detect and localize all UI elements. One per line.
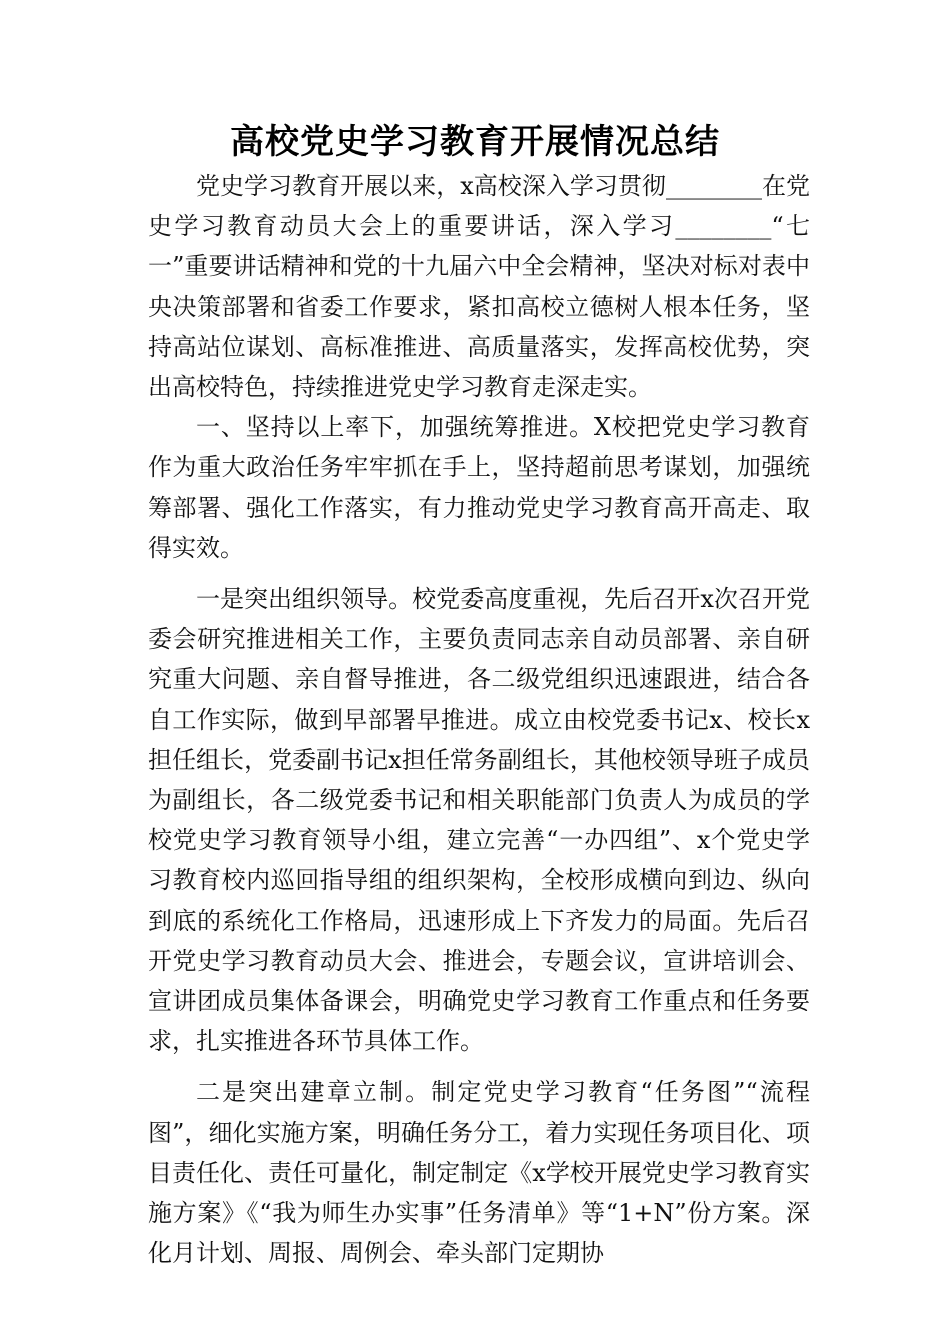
paragraph-rules-system: 二是突出建章立制。制定党史学习教育“任务图”“流程图”，细化实施方案，明确任务分工，着力实现任务项目化、项目责任化、责任可量化，制定制定《x学校开展党史学习教育实施方案》《“我为师生办实事”任务清单》等“1+N”份方案。深化月计划、周报、周例会、牵头部门定期协: [148, 1078, 810, 1268]
paragraph-section-one: 一、坚持以上率下，加强统筹推进。X校把党史学习教育作为重大政治任务牢牢抓在手上，坚持超前思考谋划，加强统筹部署、强化工作落实，有力推动党史学习教育高开高走、取得实效。: [148, 413, 810, 562]
paragraph-organization-leadership: 一是突出组织领导。校党委高度重视，先后召开x次召开党委会研究推进相关工作，主要负责同志亲自动员部署、亲自研究重大问题、亲自督导推进，各二级党组织迅速跟进，结合各自工作实际，做到早部署早推进。成立由校党委书记x、校长x担任组长，党委副书记x担任常务副组长，其他校领导班子成员为副组长，各二级党委书记和相关职能部门负责人为成员的学校党史学习教育领导小组，建立完善“一办四组”、x个党史学习教育校内巡回指导组的组织架构，全校形成横向到边、纵向到底的系统化工作格局，迅速形成上下齐发力的局面。先后召开党史学习教育动员大会、推进会，专题会议，宣讲培训会、宣讲团成员集体备课会，明确党史学习教育工作重点和任务要求，扎实推进各环节具体工作。: [148, 585, 810, 1056]
document-body: [148, 166, 810, 1273]
paragraph-intro: 党史学习教育开展以来，x高校深入学习贯彻________在党史学习教育动员大会上的重要讲话，深入学习________“七一”重要讲话精神和党的十九届六中全会精神，坚决对标对表中央决策部署和省委工作要求，紧扣高校立德树人根本任务，坚持高站位谋划、高标准推进、高质量落实，发挥高校优势，突出高校特色，持续推进党史学习教育走深走实。: [148, 172, 810, 402]
document-title: 高校党史学习教育开展情况总结: [230, 122, 720, 162]
